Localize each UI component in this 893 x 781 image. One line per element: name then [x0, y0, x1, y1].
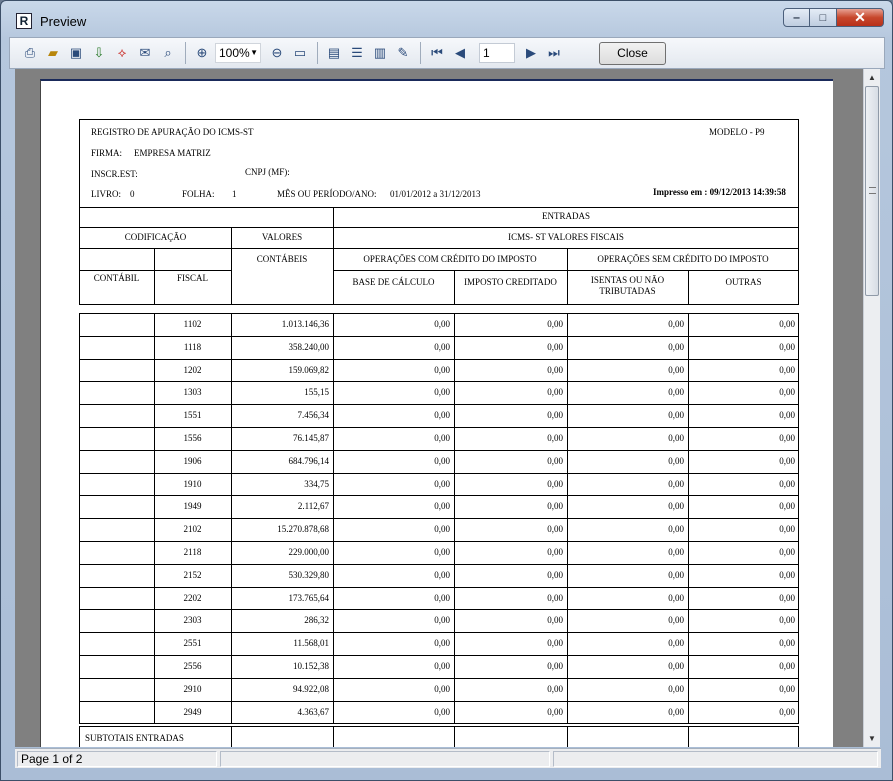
- valor-contabil-cell: 334,75: [304, 478, 329, 489]
- imposto-creditado-cell: 0,00: [547, 706, 563, 717]
- outras-cell: 0,00: [779, 478, 795, 489]
- isentas-cell: 0,00: [668, 387, 684, 398]
- full-screen-icon[interactable]: ▭: [293, 45, 307, 60]
- tributadas-header: TRIBUTADAS: [599, 286, 656, 296]
- report-model: MODELO - P9: [709, 127, 765, 137]
- isentas-cell: 0,00: [668, 524, 684, 535]
- maximize-button[interactable]: □: [810, 8, 837, 27]
- minimize-button[interactable]: ‒: [783, 8, 810, 27]
- outras-cell: 0,00: [779, 615, 795, 626]
- imposto-creditado-cell: 0,00: [547, 638, 563, 649]
- valor-contabil-cell: 173.765,64: [288, 592, 329, 603]
- op-sem-credito-header: OPERAÇÕES SEM CRÉDITO DO IMPOSTO: [597, 254, 769, 264]
- subtotal-label: SUBTOTAIS ENTRADAS: [85, 733, 184, 743]
- contabil-header: CONTÁBIL: [93, 273, 140, 283]
- imposto-creditado-cell: 0,00: [547, 569, 563, 580]
- fiscal-cell: 1118: [183, 341, 202, 352]
- outras-cell: 0,00: [779, 455, 795, 466]
- last-page-icon[interactable]: ⏭: [548, 45, 560, 60]
- outras-cell: 0,00: [779, 661, 795, 671]
- imposto-creditado-cell: 0,00: [547, 615, 563, 626]
- toolbar-separator: [185, 42, 186, 64]
- valor-contabil-cell: 76.145,87: [293, 433, 329, 443]
- isentas-cell: 0,00: [668, 364, 684, 375]
- codificacao-header: CODIFICAÇÃO: [124, 232, 187, 242]
- isentas-cell: 0,00: [668, 683, 684, 694]
- toolbar-separator: [420, 42, 421, 64]
- isentas-cell: 0,00: [668, 455, 684, 466]
- export-icon[interactable]: ⇩: [93, 45, 105, 60]
- valor-contabil-cell: 358.240,00: [288, 341, 329, 352]
- base-calculo-cell: 0,00: [434, 638, 450, 649]
- valor-contabil-cell: 286,32: [304, 615, 329, 626]
- fiscal-cell: 1202: [183, 364, 202, 375]
- table-row: [41, 404, 801, 427]
- table-row: [41, 541, 801, 564]
- email-icon[interactable]: ✉: [139, 45, 151, 60]
- close-button[interactable]: Close: [599, 42, 666, 65]
- fiscal-cell: 1910: [183, 478, 202, 489]
- fiscal-cell: 1303: [183, 387, 202, 398]
- outras-cell: 0,00: [779, 592, 795, 603]
- imposto-creditado-cell: 0,00: [547, 387, 563, 398]
- page-number-input[interactable]: 1: [479, 43, 515, 63]
- table-row: [41, 518, 801, 541]
- imposto-creditado-cell: 0,00: [547, 478, 563, 489]
- base-calculo-cell: 0,00: [434, 455, 450, 466]
- report-title: REGISTRO DE APURAÇÃO DO ICMS-ST: [91, 127, 254, 137]
- base-calculo-cell: 0,00: [434, 661, 450, 671]
- base-calculo-header: BASE DE CÁLCULO: [352, 277, 435, 287]
- window-title: Preview: [40, 14, 87, 29]
- valores-header: VALORES: [261, 232, 303, 242]
- table-row: [41, 473, 801, 496]
- fiscal-cell: 2118: [183, 547, 202, 557]
- isentas-cell: 0,00: [668, 433, 684, 443]
- table-row: [41, 609, 801, 632]
- valor-contabil-cell: 4.363,67: [297, 706, 329, 717]
- entradas-header: ENTRADAS: [541, 211, 590, 221]
- isentas-cell: 0,00: [668, 341, 684, 352]
- livro-value: 0: [130, 189, 135, 199]
- isentas-cell: 0,00: [668, 615, 684, 626]
- imposto-creditado-cell: 0,00: [547, 683, 563, 694]
- table-row: [41, 427, 801, 450]
- imposto-creditado-cell: 0,00: [547, 547, 563, 557]
- livro-label: LIVRO:: [91, 189, 121, 199]
- outras-cell: 0,00: [779, 569, 795, 580]
- outras-cell: 0,00: [779, 319, 795, 329]
- base-calculo-cell: 0,00: [434, 319, 450, 329]
- base-calculo-cell: 0,00: [434, 524, 450, 535]
- first-page-icon[interactable]: ⏮: [431, 45, 443, 60]
- zoom-out-icon[interactable]: ⊖: [271, 45, 283, 60]
- fiscal-cell: 1556: [183, 433, 202, 443]
- cnpj-label: CNPJ (MF):: [245, 167, 290, 177]
- valor-contabil-cell: 7.456,34: [297, 410, 329, 421]
- table-row: [41, 564, 801, 587]
- outras-cell: 0,00: [779, 387, 795, 398]
- isentas-cell: 0,00: [668, 410, 684, 421]
- save-icon[interactable]: ▣: [69, 45, 83, 60]
- fiscal-cell: 2556: [183, 661, 202, 671]
- imposto-creditado-cell: 0,00: [547, 364, 563, 375]
- next-page-icon[interactable]: ▶: [526, 45, 536, 60]
- open-icon[interactable]: ▰: [48, 45, 58, 60]
- imposto-creditado-cell: 0,00: [547, 524, 563, 535]
- isentas-cell: 0,00: [668, 592, 684, 603]
- fiscal-cell: 2102: [183, 524, 202, 535]
- base-calculo-cell: 0,00: [434, 683, 450, 694]
- op-com-credito-header: OPERAÇÕES COM CRÉDITO DO IMPOSTO: [363, 254, 537, 264]
- isentas-cell: 0,00: [668, 478, 684, 489]
- page-settings-icon[interactable]: ▤: [327, 45, 341, 60]
- toolbar-separator: [317, 42, 318, 64]
- imposto-creditado-cell: 0,00: [547, 661, 563, 671]
- valor-contabil-cell: 94.922,08: [293, 683, 329, 694]
- isentas-cell: 0,00: [668, 661, 684, 671]
- scroll-up-icon[interactable]: ▲: [868, 73, 876, 82]
- find-icon[interactable]: ⌕: [164, 45, 172, 60]
- isentas-cell: 0,00: [668, 706, 684, 717]
- status-bar: [15, 748, 881, 768]
- fiscal-cell: 1551: [183, 410, 202, 421]
- outras-cell: 0,00: [779, 501, 795, 512]
- table-row: [41, 359, 801, 382]
- table-row: [41, 655, 801, 678]
- table-row: [41, 336, 801, 359]
- toolbar: [9, 37, 885, 69]
- base-calculo-cell: 0,00: [434, 615, 450, 626]
- prev-page-icon[interactable]: ◀: [455, 45, 465, 60]
- outras-cell: 0,00: [779, 683, 795, 694]
- valor-contabil-cell: 229.000,00: [288, 547, 329, 557]
- valor-contabil-cell: 15.270.878,68: [277, 524, 329, 535]
- isentas-cell: 0,00: [668, 569, 684, 580]
- base-calculo-cell: 0,00: [434, 387, 450, 398]
- base-calculo-cell: 0,00: [434, 433, 450, 443]
- imposto-creditado-cell: 0,00: [547, 592, 563, 603]
- base-calculo-cell: 0,00: [434, 410, 450, 421]
- edit-icon[interactable]: ✎: [397, 45, 409, 60]
- imposto-creditado-cell: 0,00: [547, 319, 563, 329]
- fiscal-cell: 2551: [183, 638, 202, 649]
- firma-label: FIRMA:: [91, 148, 123, 158]
- isentas-cell: 0,00: [668, 638, 684, 649]
- base-calculo-cell: 0,00: [434, 341, 450, 352]
- outras-cell: 0,00: [779, 341, 795, 352]
- base-calculo-cell: 0,00: [434, 592, 450, 603]
- valor-contabil-cell: 530.329,80: [288, 569, 329, 580]
- isentas-header: ISENTAS OU NÃO: [590, 275, 665, 285]
- outras-cell: 0,00: [779, 638, 795, 649]
- isentas-cell: 0,00: [668, 501, 684, 512]
- valor-contabil-cell: 684.796,14: [288, 455, 329, 466]
- base-calculo-cell: 0,00: [434, 501, 450, 512]
- outras-cell: 0,00: [779, 524, 795, 535]
- table-row: [41, 495, 801, 518]
- imposto-creditado-cell: 0,00: [547, 455, 563, 466]
- fiscal-cell: 2910: [183, 683, 202, 694]
- valor-contabil-cell: 11.568,01: [293, 638, 329, 649]
- folha-label: FOLHA:: [182, 189, 215, 199]
- outras-cell: 0,00: [779, 364, 795, 375]
- base-calculo-cell: 0,00: [434, 478, 450, 489]
- table-row: [41, 313, 801, 336]
- zoom-select[interactable]: 100% ▼: [215, 43, 261, 63]
- fiscal-cell: 1906: [183, 455, 202, 466]
- fiscal-cell: 1949: [183, 501, 202, 512]
- window-close-button[interactable]: ✕: [837, 8, 884, 27]
- imposto-creditado-cell: 0,00: [547, 433, 563, 443]
- print-icon[interactable]: ⎙: [24, 45, 36, 60]
- folha-value: 1: [232, 189, 237, 199]
- imposto-creditado-header: IMPOSTO CREDITADO: [464, 277, 557, 287]
- thumbnails-icon[interactable]: ▥: [373, 45, 387, 60]
- base-calculo-cell: 0,00: [434, 706, 450, 717]
- base-calculo-cell: 0,00: [434, 364, 450, 375]
- title-bar[interactable]: [1, 1, 892, 37]
- table-row: [41, 381, 801, 404]
- vertical-scrollbar[interactable]: [863, 69, 880, 747]
- isentas-cell: 0,00: [668, 547, 684, 557]
- report-page: [40, 79, 833, 747]
- status-panel: [553, 751, 878, 767]
- table-row: [41, 587, 801, 610]
- fiscal-cell: 2949: [183, 706, 202, 717]
- firma-value: EMPRESA MATRIZ: [134, 148, 211, 158]
- valor-contabil-cell: 2.112,67: [297, 501, 329, 512]
- outras-cell: 0,00: [779, 547, 795, 557]
- periodo-value: 01/01/2012 a 31/12/2013: [390, 189, 481, 199]
- fiscal-cell: 2202: [183, 592, 202, 603]
- table-row: [41, 701, 801, 724]
- valor-contabil-cell: 10.152,38: [293, 661, 329, 671]
- table-row: [41, 450, 801, 473]
- table-row: [41, 632, 801, 655]
- outras-cell: 0,00: [779, 433, 795, 443]
- zoom-in-icon[interactable]: ⊕: [196, 45, 208, 60]
- valor-contabil-cell: 155,15: [304, 387, 329, 398]
- fiscal-cell: 1102: [183, 319, 202, 329]
- insc-label: INSCR.EST:: [91, 169, 138, 179]
- base-calculo-cell: 0,00: [434, 547, 450, 557]
- outline-icon[interactable]: ☰: [351, 45, 363, 60]
- page-status: Page 1 of 2: [17, 751, 217, 767]
- status-panel: [220, 751, 550, 767]
- chevron-down-icon: ▼: [250, 48, 258, 57]
- icms-st-header: ICMS- ST VALORES FISCAIS: [508, 232, 624, 242]
- printed-at: Impresso em : 09/12/2013 14:39:58: [653, 187, 786, 197]
- fiscal-cell: 2152: [183, 569, 202, 580]
- scroll-down-icon[interactable]: ▼: [868, 734, 876, 743]
- imposto-creditado-cell: 0,00: [547, 341, 563, 352]
- outras-header: OUTRAS: [725, 277, 762, 287]
- base-calculo-cell: 0,00: [434, 569, 450, 580]
- subtotal-box: [79, 726, 799, 747]
- valor-contabil-cell: 159.069,82: [288, 364, 329, 375]
- outras-cell: 0,00: [779, 410, 795, 421]
- periodo-label: MÊS OU PERÍODO/ANO:: [277, 189, 377, 199]
- fiscal-header: FISCAL: [176, 273, 208, 283]
- table-row: [41, 678, 801, 701]
- valor-contabil-cell: 1.013.146,36: [281, 319, 329, 329]
- scroll-thumb[interactable]: [865, 86, 879, 296]
- pdf-icon[interactable]: ⟡: [117, 45, 127, 60]
- isentas-cell: 0,00: [668, 319, 684, 329]
- fiscal-cell: 2303: [183, 615, 202, 626]
- imposto-creditado-cell: 0,00: [547, 501, 563, 512]
- contabeis-header: CONTÁBEIS: [256, 254, 308, 264]
- preview-area[interactable]: [15, 69, 863, 747]
- imposto-creditado-cell: 0,00: [547, 410, 563, 421]
- outras-cell: 0,00: [779, 706, 795, 717]
- app-icon: R: [16, 13, 32, 29]
